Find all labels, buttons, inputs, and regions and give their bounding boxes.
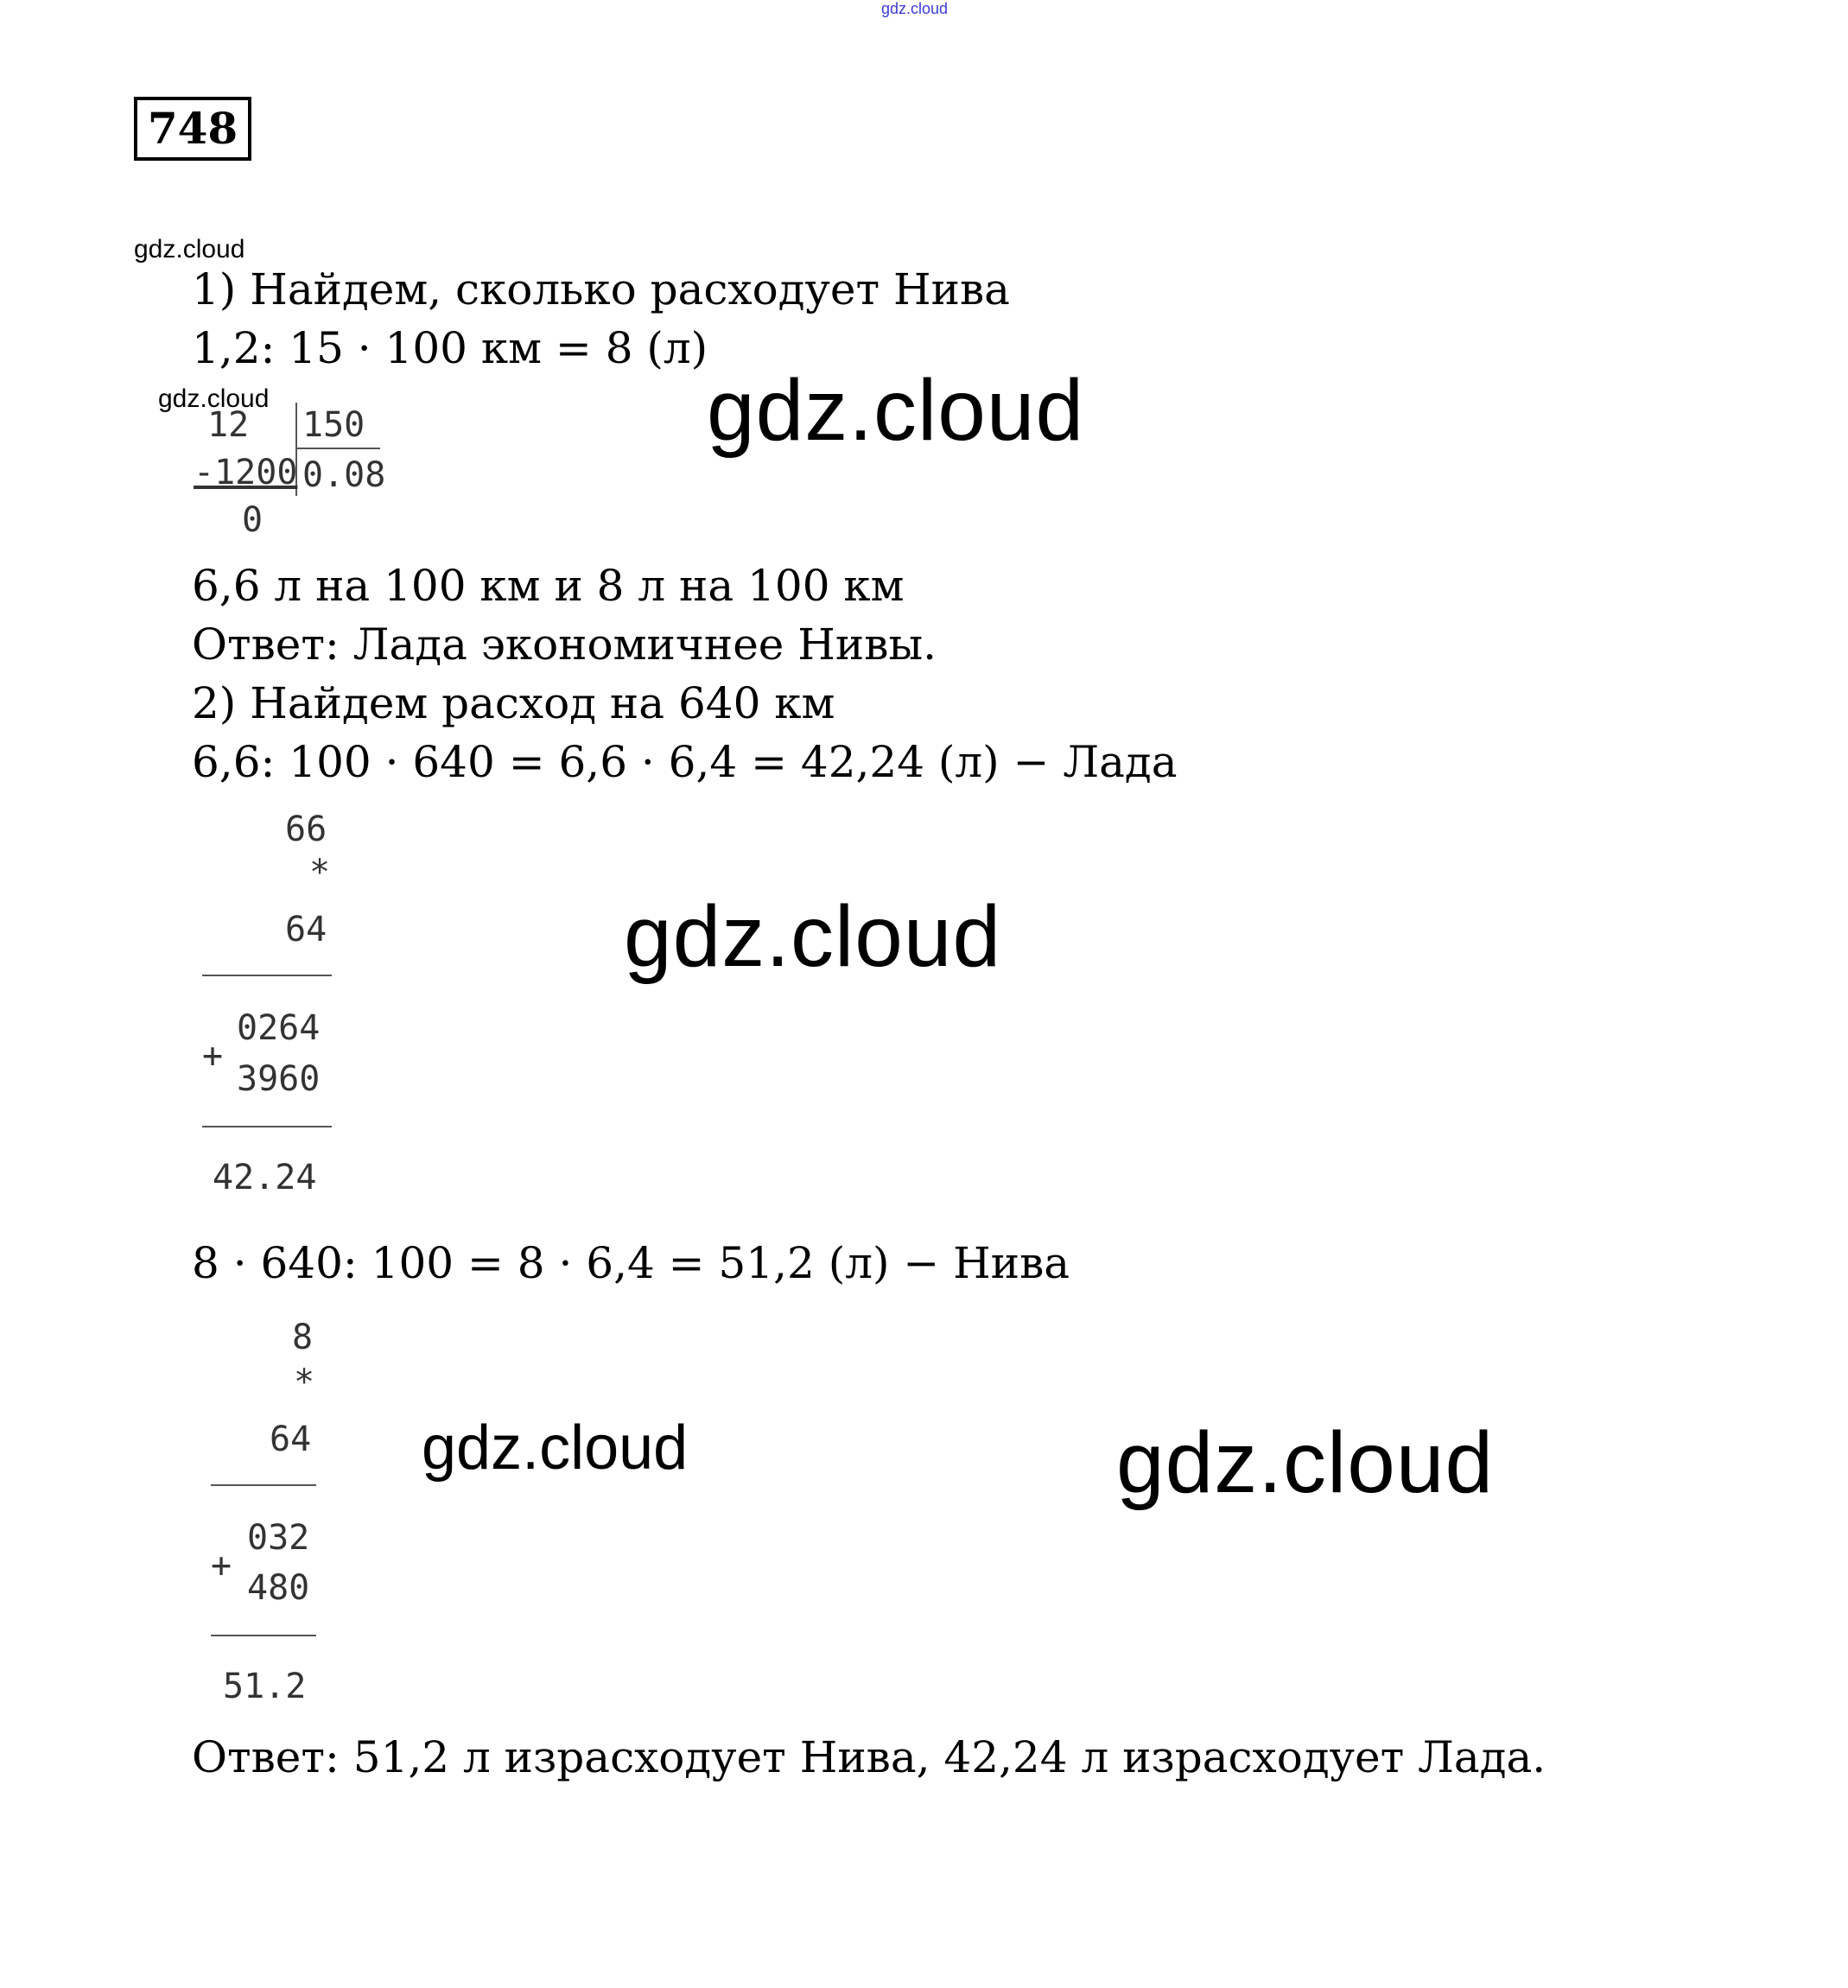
mult2-operator: * [294, 1362, 315, 1402]
mult2-line-2 [211, 1635, 316, 1636]
mult2-partial-1: 032 [247, 1518, 310, 1558]
mult2-multiplier: 64 [270, 1420, 312, 1459]
mult2-result: 51.2 [223, 1667, 307, 1706]
mult2-plus: + [211, 1546, 232, 1585]
answer-1: Ответ: Лада экономичнее Нивы. [192, 619, 937, 670]
watermark-small-1: gdz.cloud [134, 235, 245, 264]
division-subtrahend: -1200 [194, 453, 298, 492]
niva-expression: 8 · 640: 100 = 8 · 6,4 = 51,2 (л) − Нива [192, 1238, 1070, 1288]
watermark-medium: gdz.cloud [422, 1413, 689, 1483]
watermark-large-1: gdz.cloud [707, 362, 1085, 459]
mult2-line-1 [211, 1484, 316, 1486]
division-dividend: 12 [207, 405, 250, 445]
mult1-partial-2: 3960 [237, 1059, 321, 1099]
mult2-partial-2: 480 [247, 1568, 310, 1608]
mult1-line-1 [202, 975, 332, 976]
top-watermark: gdz.cloud [881, 0, 949, 17]
mult2-multiplicand: 8 [292, 1318, 314, 1357]
watermark-large-3: gdz.cloud [1116, 1414, 1495, 1511]
watermark-small-2: gdz.cloud [158, 384, 270, 413]
mult1-line-2 [202, 1126, 332, 1127]
mult1-multiplier: 64 [285, 910, 327, 950]
mult1-multiplicand: 66 [285, 810, 327, 849]
mult1-partial-1: 0264 [237, 1008, 321, 1048]
watermark-large-2: gdz.cloud [624, 888, 1002, 985]
step2-title: 2) Найдем расход на 640 км [192, 678, 835, 728]
mult1-operator: * [309, 853, 331, 892]
lada-expression: 6,6: 100 · 640 = 6,6 · 6,4 = 42,24 (л) − Лада [192, 737, 1178, 787]
division-quotient: 0.08 [302, 455, 386, 495]
division-remainder: 0 [242, 500, 264, 540]
step1-expression: 1,2: 15 · 100 км = 8 (л) [192, 323, 708, 373]
answer-2: Ответ: 51,2 л израсходует Нива, 42,24 л израсходует Лада. [192, 1732, 1546, 1782]
mult1-plus: + [202, 1036, 224, 1076]
step1-title: 1) Найдем, сколько расходует Нива [192, 264, 1010, 314]
task-number: 748 [134, 97, 251, 161]
division-divisor: 150 [302, 405, 365, 445]
mult1-result: 42.24 [213, 1158, 317, 1197]
comparison-line: 6,6 л на 100 км и 8 л на 100 км [192, 561, 905, 611]
division-divisor-line [297, 448, 380, 449]
